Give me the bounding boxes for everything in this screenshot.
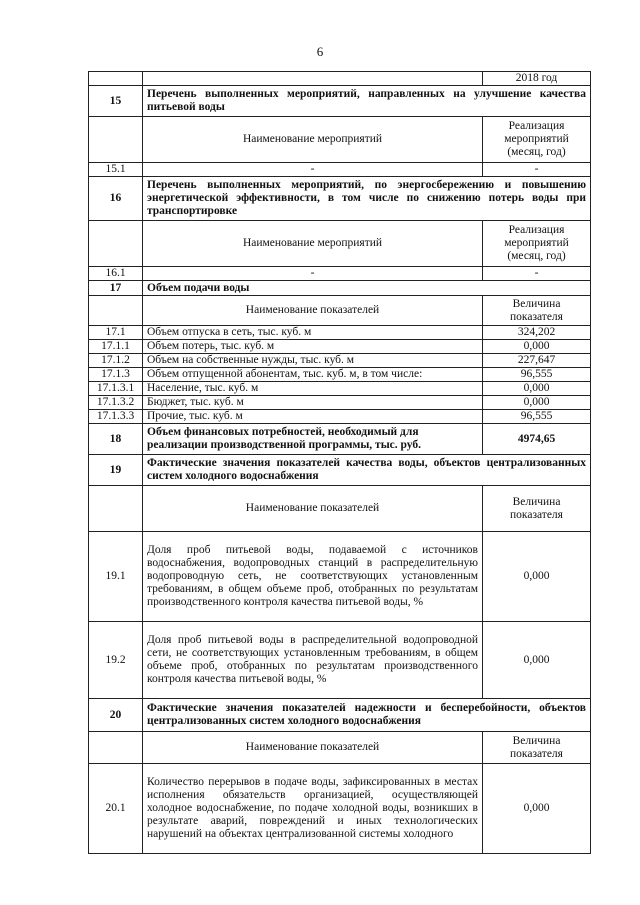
row-value: 96,555 — [483, 410, 591, 424]
table-row — [89, 267, 591, 281]
section-row-20 — [89, 699, 591, 732]
cell-empty — [89, 117, 143, 163]
financial-value: 4974,65 — [483, 424, 591, 455]
row-number: 15.1 — [89, 163, 143, 177]
header-row — [89, 117, 591, 163]
section-title: Перечень выполненных мероприятий, по энергосбережению и повышению энергетической эффективности, в том числе по снижению потерь воды при транспортировке — [143, 177, 591, 221]
table-row — [89, 532, 591, 622]
section-number: 19 — [89, 455, 143, 486]
row-value: - — [483, 267, 591, 281]
row-name: Население, тыс. куб. м — [143, 382, 483, 396]
cell-empty — [89, 72, 143, 86]
section-title: Объем финансовых потребностей, необходимый для реализации производственной программы, тыс. руб. — [143, 424, 483, 455]
row-value: 0,000 — [483, 396, 591, 410]
header-row — [89, 296, 591, 326]
row-number: 17.1.3.1 — [89, 382, 143, 396]
row-name: Объем на собственные нужды, тыс. куб. м — [143, 354, 483, 368]
section-number: 15 — [89, 86, 143, 117]
row-name: Количество перерывов в подаче воды, зафиксированных в местах исполнения обязательств организацией, осуществляющей холодное водоснабжение, по подаче холодной воды, возникших в результате аварий, повреждений и иных технологических нарушений на объектах централизованной системы холодного — [143, 764, 483, 854]
section-title: Перечень выполненных мероприятий, направленных на улучшение качества питьевой воды — [143, 86, 591, 117]
column-header-name: Наименование показателей — [143, 732, 483, 764]
table-row — [89, 163, 591, 177]
row-value: 227,647 — [483, 354, 591, 368]
cell-empty — [89, 296, 143, 326]
column-header-value: Величина показателя — [483, 732, 591, 764]
row-number: 17.1.3.3 — [89, 410, 143, 424]
section-row-19 — [89, 455, 591, 486]
row-name: Прочие, тыс. куб. м — [143, 410, 483, 424]
page-number: 6 — [316, 44, 324, 59]
section-title: Объем подачи воды — [143, 281, 591, 296]
table-row — [89, 396, 591, 410]
row-value: - — [483, 163, 591, 177]
section-row-15 — [89, 86, 591, 117]
report-table — [88, 71, 591, 854]
section-number: 16 — [89, 177, 143, 221]
row-number: 19.2 — [89, 622, 143, 699]
table-row — [89, 326, 591, 340]
row-name: - — [143, 163, 483, 177]
table-row — [89, 340, 591, 354]
row-name: - — [143, 267, 483, 281]
row-number: 17.1.1 — [89, 340, 143, 354]
section-number: 18 — [89, 424, 143, 455]
table-row — [89, 382, 591, 396]
column-header-name: Наименование показателей — [143, 486, 483, 532]
table-row — [89, 72, 591, 86]
table-row — [89, 368, 591, 382]
row-number: 20.1 — [89, 764, 143, 854]
column-header-name: Наименование показателей — [143, 296, 483, 326]
row-name: Объем потерь, тыс. куб. м — [143, 340, 483, 354]
column-header-value: Величина показателя — [483, 296, 591, 326]
column-header-name: Наименование мероприятий — [143, 117, 483, 163]
table-row — [89, 622, 591, 699]
header-row — [89, 486, 591, 532]
row-name: Доля проб питьевой воды в распределительной водопроводной сети, не соответствующих установленным требованиям, в общем объеме проб, отобранных по результатам производственного контроля качества питьевой воды, % — [143, 622, 483, 699]
row-value: 0,000 — [483, 382, 591, 396]
table-row — [89, 354, 591, 368]
row-name: Бюджет, тыс. куб. м — [143, 396, 483, 410]
year-header: 2018 год — [483, 72, 591, 86]
column-header-value: Величина показателя — [483, 486, 591, 532]
row-number: 17.1 — [89, 326, 143, 340]
row-value: 0,000 — [483, 340, 591, 354]
row-value: 0,000 — [483, 764, 591, 854]
column-header-value: Реализация мероприятий (месяц, год) — [483, 117, 591, 163]
row-value: 0,000 — [483, 532, 591, 622]
row-number: 17.1.3 — [89, 368, 143, 382]
column-header-value: Реализация мероприятий (месяц, год) — [483, 221, 591, 267]
row-name: Доля проб питьевой воды, подаваемой с источников водоснабжения, водопроводных станций в распределительную водопроводную сеть, не соответствующих установленным требованиям, в общем объеме проб, отобранных по результатам производственного контроля качества питьевой воды, % — [143, 532, 483, 622]
row-name: Объем отпуска в сеть, тыс. куб. м — [143, 326, 483, 340]
row-value: 96,555 — [483, 368, 591, 382]
cell-empty — [143, 72, 483, 86]
cell-empty — [89, 221, 143, 267]
header-row — [89, 221, 591, 267]
row-number: 19.1 — [89, 532, 143, 622]
section-title: Фактические значения показателей качества воды, объектов централизованных систем холодного водоснабжения — [143, 455, 591, 486]
cell-empty — [89, 732, 143, 764]
column-header-name: Наименование мероприятий — [143, 221, 483, 267]
section-number: 20 — [89, 699, 143, 732]
row-number: 17.1.2 — [89, 354, 143, 368]
table-row — [89, 410, 591, 424]
section-row-16 — [89, 177, 591, 221]
section-title: Фактические значения показателей надежности и бесперебойности, объектов централизованных систем холодного водоснабжения — [143, 699, 591, 732]
row-number: 17.1.3.2 — [89, 396, 143, 410]
header-row — [89, 732, 591, 764]
table-row — [89, 764, 591, 854]
row-name: Объем отпущенной абонентам, тыс. куб. м, в том числе: — [143, 368, 483, 382]
section-row-17 — [89, 281, 591, 296]
row-number: 16.1 — [89, 267, 143, 281]
section-row-18 — [89, 424, 591, 455]
cell-empty — [89, 486, 143, 532]
row-value: 324,202 — [483, 326, 591, 340]
row-value: 0,000 — [483, 622, 591, 699]
section-number: 17 — [89, 281, 143, 296]
